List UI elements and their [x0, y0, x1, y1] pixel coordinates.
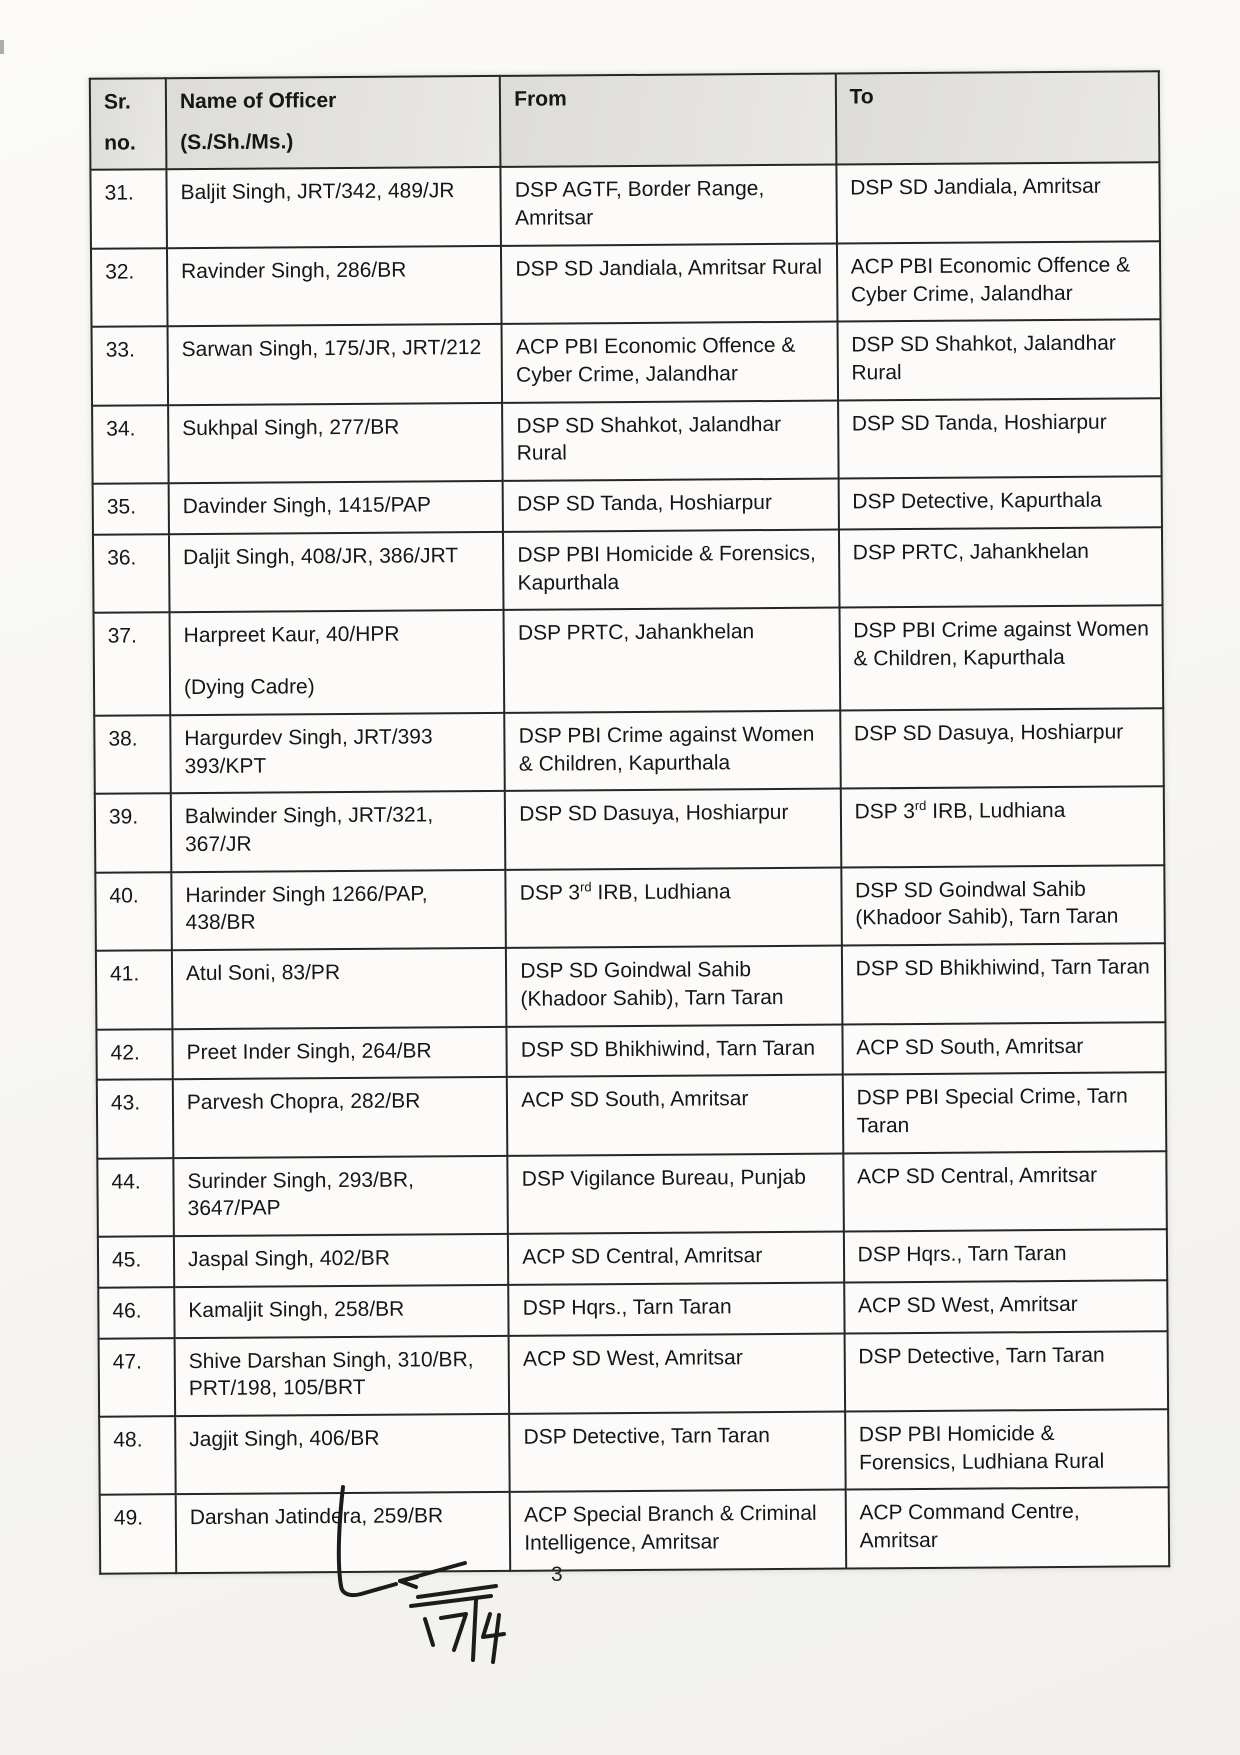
from-cell: DSP SD Goindwal Sahib (Khadoor Sahib), Tarn Taran: [506, 946, 842, 1027]
name-cell: [172, 1026, 507, 1079]
table-row: [92, 320, 1162, 406]
sr-cell: 42.: [96, 1029, 172, 1080]
from-cell: DSP Hqrs., Tarn Taran: [508, 1282, 844, 1335]
officer-name: Harinder Singh 1266/PAP, 438/BR: [185, 882, 428, 935]
sr-cell: 37.: [94, 613, 171, 716]
table-row: [96, 1022, 1165, 1080]
table-row: [93, 476, 1162, 534]
header-from: From: [500, 74, 836, 168]
officer-name: Parvesh Chopra, 282/BR: [186, 1089, 421, 1115]
pen-stroke-underline: [411, 1586, 496, 1606]
sr-cell: 34.: [92, 405, 168, 484]
officer-name-note: (Dying Cadre): [183, 675, 315, 700]
sr-cell: 49.: [100, 1495, 176, 1574]
officer-name: Daljit Singh, 408/JR, 386/JRT: [182, 544, 459, 570]
officers-table-body: [90, 163, 1169, 1574]
officer-name: Sukhpal Singh, 277/BR: [182, 415, 400, 440]
table-row: [90, 163, 1160, 249]
to-cell: DSP PBI Crime against Women & Children, Kapurthala: [839, 606, 1163, 711]
name-cell: [171, 870, 506, 951]
to-cell: ACP Command Centre, Amritsar: [845, 1488, 1169, 1569]
table-row: [92, 398, 1162, 484]
to-cell: DSP PBI Homicide & Forensics, Ludhiana Rural: [845, 1409, 1169, 1490]
officer-name: Jaspal Singh, 402/BR: [187, 1246, 391, 1272]
table-row: [94, 708, 1164, 794]
name-cell: [169, 532, 504, 613]
officer-name: Balwinder Singh, JRT/321, 367/JR: [184, 803, 434, 857]
to-cell: DSP SD Bhikhiwind, Tarn Taran: [841, 943, 1165, 1024]
to-cell: ACP PBI Economic Offence & Cyber Crime, Jalandhar: [837, 241, 1161, 322]
officer-name: Surinder Singh, 293/BR, 3647/PAP: [187, 1168, 414, 1221]
table-row: [99, 1331, 1169, 1417]
sr-cell: 31.: [90, 170, 166, 249]
to-cell: DSP 3rd IRB, Ludhiana: [840, 786, 1164, 867]
sr-cell: 40.: [95, 872, 171, 951]
from-cell: ACP SD West, Amritsar: [509, 1333, 845, 1414]
from-cell: DSP SD Tanda, Hoshiarpur: [503, 479, 839, 532]
officer-name: Preet Inder Singh, 264/BR: [186, 1038, 432, 1064]
officer-name: Atul Soni, 83/PR: [185, 961, 341, 986]
name-cell: [173, 1077, 508, 1158]
name-cell: [167, 246, 502, 327]
from-cell: DSP Detective, Tarn Taran: [509, 1412, 845, 1493]
officers-transfer-table: [89, 70, 1170, 1574]
from-cell: ACP PBI Economic Offence & Cyber Crime, Jalandhar: [502, 322, 838, 403]
name-cell: [167, 324, 502, 405]
to-cell: DSP Detective, Kapurthala: [838, 476, 1162, 529]
sr-cell: 46.: [98, 1287, 174, 1338]
from-cell: DSP 3rd IRB, Ludhiana: [506, 867, 842, 948]
header-to: To: [835, 71, 1159, 165]
sr-cell: 36.: [93, 534, 169, 613]
sr-cell: 48.: [99, 1416, 175, 1495]
pen-stroke-arrow: [400, 1563, 465, 1587]
table-header-row: [90, 71, 1160, 170]
pen-digit-4: [483, 1614, 504, 1662]
sr-cell: 47.: [99, 1338, 175, 1417]
table-row: [95, 865, 1165, 951]
officers-table-container: [89, 70, 1170, 1574]
officer-name: Harpreet Kaur, 40/HPR: [183, 622, 400, 648]
header-sr: [90, 78, 167, 170]
table-row: [91, 241, 1161, 327]
name-cell: [174, 1285, 509, 1338]
to-cell: DSP PRTC, Jahankhelan: [839, 527, 1163, 608]
officer-name: Baljit Singh, JRT/342, 489/JR: [180, 179, 455, 205]
to-cell: DSP Hqrs., Tarn Taran: [843, 1229, 1167, 1282]
table-row: [97, 1151, 1167, 1237]
to-cell: DSP SD Dasuya, Hoshiarpur: [840, 708, 1164, 789]
header-name-line1: Name of Officer: [179, 89, 337, 114]
sr-cell: 45.: [98, 1236, 174, 1287]
header-sr-line1: Sr.: [103, 90, 131, 114]
from-cell: DSP SD Dasuya, Hoshiarpur: [505, 789, 841, 870]
name-cell: [170, 713, 505, 794]
to-cell: ACP SD West, Amritsar: [844, 1280, 1168, 1333]
to-cell: DSP PBI Special Crime, Tarn Taran: [842, 1073, 1166, 1154]
from-cell: DSP Vigilance Bureau, Punjab: [508, 1153, 844, 1234]
to-cell: DSP Detective, Tarn Taran: [844, 1331, 1168, 1412]
page-number: 3: [551, 1563, 563, 1586]
from-cell: DSP AGTF, Border Range, Amritsar: [501, 165, 837, 246]
sr-cell: 33.: [92, 327, 168, 406]
name-cell: [172, 948, 507, 1029]
name-cell: [168, 403, 503, 484]
officer-name: Ravinder Singh, 286/BR: [181, 258, 407, 283]
name-cell: [169, 610, 504, 715]
officer-name: Shive Darshan Singh, 310/BR, PRT/198, 105/BRT: [188, 1347, 474, 1401]
table-row: [100, 1488, 1170, 1574]
from-cell: DSP SD Jandiala, Amritsar Rural: [501, 243, 837, 324]
from-cell: DSP PBI Homicide & Forensics, Kapurthala: [503, 529, 839, 610]
table-row: [93, 527, 1163, 613]
officer-name: Darshan Jatindera, 259/BR: [189, 1504, 444, 1530]
to-cell: DSP SD Goindwal Sahib (Khadoor Sahib), Tarn Taran: [841, 865, 1165, 946]
from-cell: DSP SD Bhikhiwind, Tarn Taran: [507, 1024, 843, 1077]
table-row: [94, 606, 1164, 716]
from-cell: ACP SD Central, Amritsar: [508, 1232, 844, 1285]
header-sr-line2: no.: [104, 131, 136, 155]
sr-cell: 43.: [97, 1079, 173, 1158]
from-cell: DSP PBI Crime against Women & Children, Kapurthala: [504, 710, 840, 791]
officer-name: Sarwan Singh, 175/JR, JRT/212: [181, 336, 482, 362]
sr-cell: 35.: [93, 483, 169, 534]
from-cell: DSP PRTC, Jahankhelan: [504, 608, 840, 713]
to-cell: DSP SD Shahkot, Jalandhar Rural: [837, 320, 1161, 401]
name-cell: [174, 1234, 509, 1287]
header-name-line2: (S./Sh./Ms.): [180, 130, 294, 154]
table-row: [99, 1409, 1169, 1495]
from-cell: ACP Special Branch & Criminal Intelligence, Amritsar: [510, 1490, 846, 1571]
to-cell: ACP SD South, Amritsar: [842, 1022, 1166, 1075]
pen-stroke-l: [339, 1487, 396, 1595]
name-cell: [166, 167, 501, 248]
officer-name: Hargurdev Singh, JRT/393 393/KPT: [184, 725, 433, 778]
pen-digit-7: [441, 1614, 466, 1650]
name-cell: [171, 791, 506, 872]
name-cell: [173, 1156, 508, 1237]
header-name-of-officer: [166, 76, 501, 170]
handwritten-signature-mark: [322, 1478, 542, 1688]
to-cell: ACP SD Central, Amritsar: [843, 1151, 1167, 1232]
table-row: [98, 1229, 1167, 1287]
to-cell: DSP SD Tanda, Hoshiarpur: [838, 398, 1162, 479]
from-cell: ACP SD South, Amritsar: [507, 1075, 843, 1156]
sr-cell: 41.: [96, 950, 172, 1029]
officer-name: Davinder Singh, 1415/PAP: [182, 493, 432, 519]
pen-stroke-bar: [473, 1600, 476, 1660]
to-cell: DSP SD Jandiala, Amritsar: [836, 163, 1160, 244]
from-cell: DSP SD Shahkot, Jalandhar Rural: [502, 400, 838, 481]
table-row: [98, 1280, 1167, 1338]
table-row: [95, 786, 1165, 872]
table-row: [97, 1073, 1167, 1159]
scan-edge-artifact: [0, 40, 4, 54]
sr-cell: 38.: [94, 715, 170, 794]
table-row: [96, 943, 1166, 1029]
pen-digit-1: [425, 1619, 433, 1645]
sr-cell: 39.: [95, 793, 171, 872]
sr-cell: 32.: [91, 248, 167, 327]
officer-name: Kamaljit Singh, 258/BR: [188, 1297, 405, 1322]
name-cell: [175, 1335, 510, 1416]
officer-name: Jagjit Singh, 406/BR: [189, 1426, 380, 1452]
sr-cell: 44.: [97, 1158, 173, 1237]
name-cell: [169, 481, 504, 534]
